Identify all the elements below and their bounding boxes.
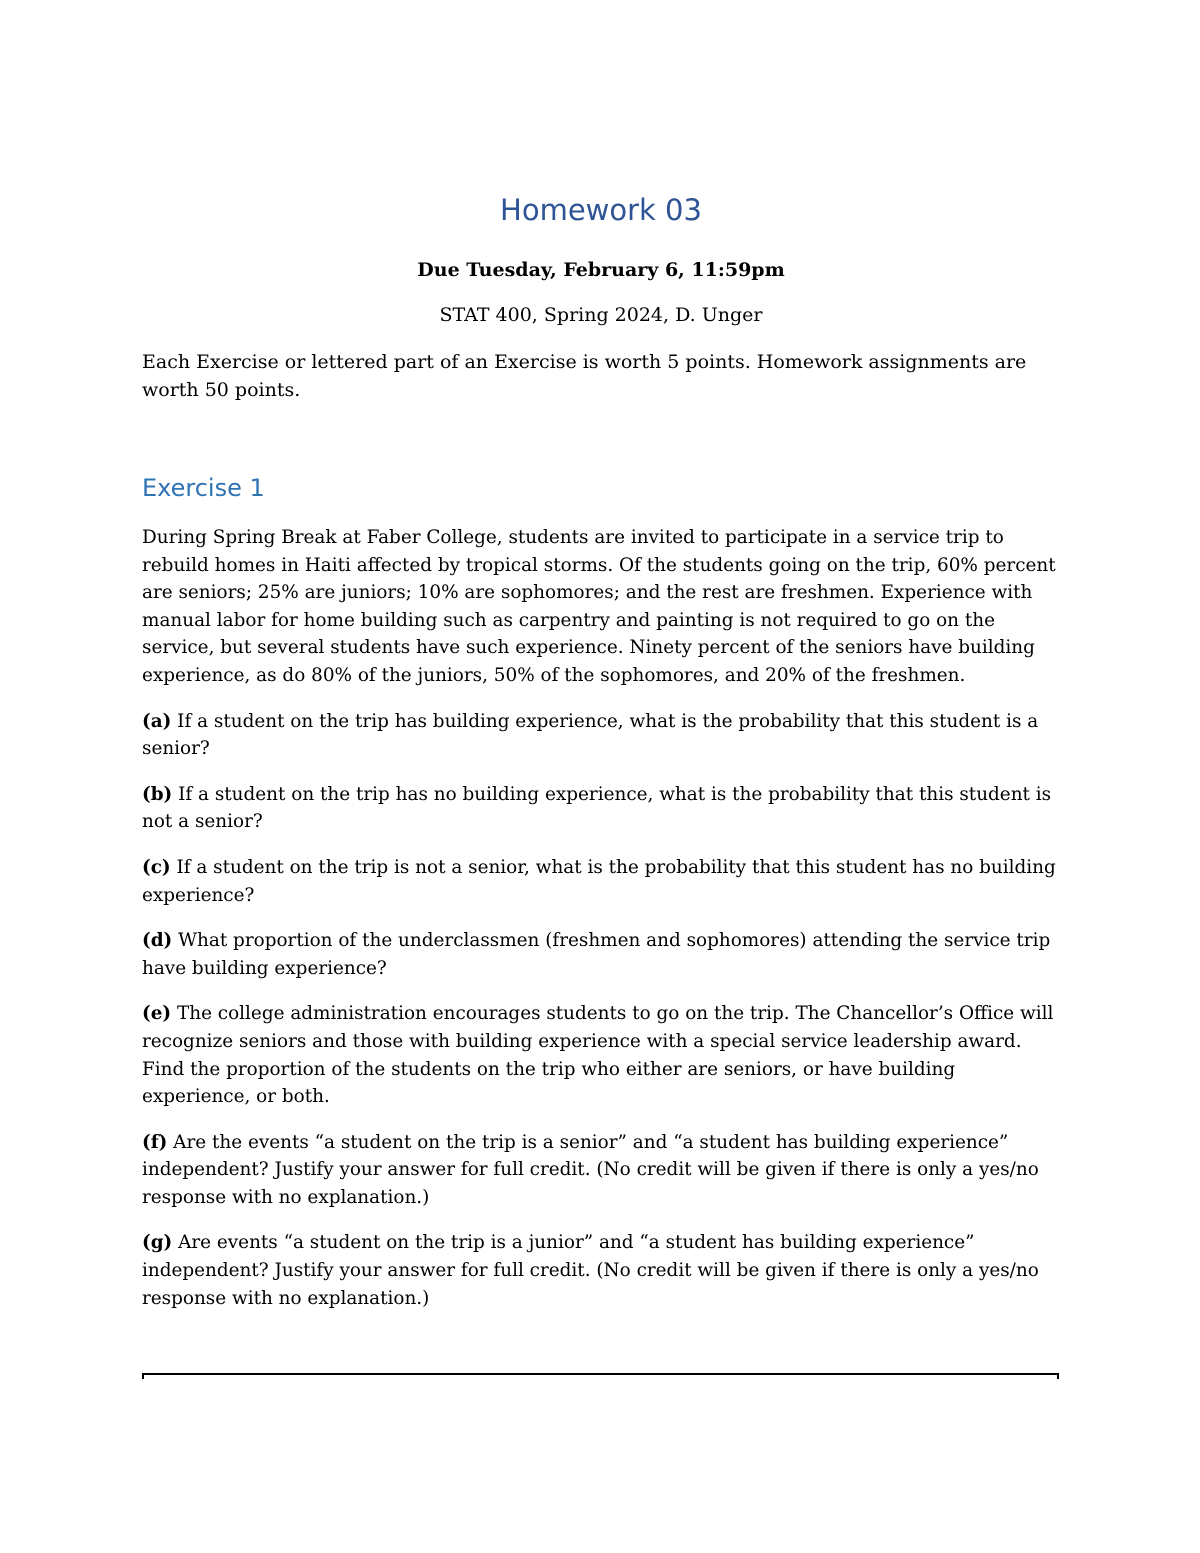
exercise-1-content [142,524,1060,1330]
part-a [142,708,1060,763]
part-a-label: (a) [142,710,172,732]
exercise-1-heading: Exercise 1 [142,474,265,502]
part-g [142,1229,1060,1312]
part-f-text: Are the events “a student on the trip is a senior” and “a student has building experience” independent? Justify your answer for full credit. (No credit will be given if there is only a yes/no response with no explanation.) [142,1131,1039,1208]
part-e-label: (e) [142,1003,172,1025]
course-info: STAT 400, Spring 2024, D. Unger [439,304,763,326]
part-f-label: (f) [142,1131,168,1153]
page-title: Homework 03 [500,193,702,227]
part-f [142,1129,1060,1212]
part-d-text: What proportion of the underclassmen (freshmen and sophomores) attending the service trip have building experience? [142,930,1051,979]
part-g-label: (g) [142,1232,173,1254]
part-b-text: If a student on the trip has no building experience, what is the probability that this student is not a senior? [142,783,1052,833]
part-e-text: The college administration encourages students to go on the trip. The Chancellor’s Office will recognize seniors and those with building experience with a special service leadership award. Find the proportion of the students on the trip who either are seniors, or have building experience, or both. [142,1003,1054,1108]
due-date: Due Tuesday, February 6, 11:59pm [417,259,785,281]
intro-paragraph: Each Exercise or lettered part of an Exercise is worth 5 points. Homework assignments are worth 50 points. [142,351,1027,401]
part-a-text: If a student on the trip has building experience, what is the probability that this student is a senior? [142,710,1039,760]
part-c [142,854,1060,909]
part-d-label: (d) [142,930,173,952]
part-c-label: (c) [142,856,171,878]
part-b-label: (b) [142,783,173,805]
part-c-text: If a student on the trip is not a senior, what is the probability that this student has no building experience? [142,856,1056,906]
exercise-1-body: During Spring Break at Faber College, students are invited to participate in a service trip to rebuild homes in Haiti affected by tropical storms. Of the students going on the trip, 60% percent are seniors; 25% are juniors; 10% are sophomores; and the rest are freshmen. Experience with manual labor for home building such as carpentry and painting is not required to go on the service, but several students have such experience. Ninety percent of the seniors have building experience, as do 80% of the juniors, 50% of the sophomores, and 20% of the freshmen. [142,527,1056,686]
part-g-text: Are events “a student on the trip is a junior” and “a student has building experience” independent? Justify your answer for full credit. (No credit will be given if there is only a yes/no response with no explanation.) [142,1232,1039,1309]
divider-right-tick [1057,1373,1059,1379]
part-d [142,927,1060,982]
section-divider [142,1373,1059,1375]
part-b [142,781,1060,836]
divider-left-tick [142,1373,144,1379]
part-e [142,1000,1060,1110]
